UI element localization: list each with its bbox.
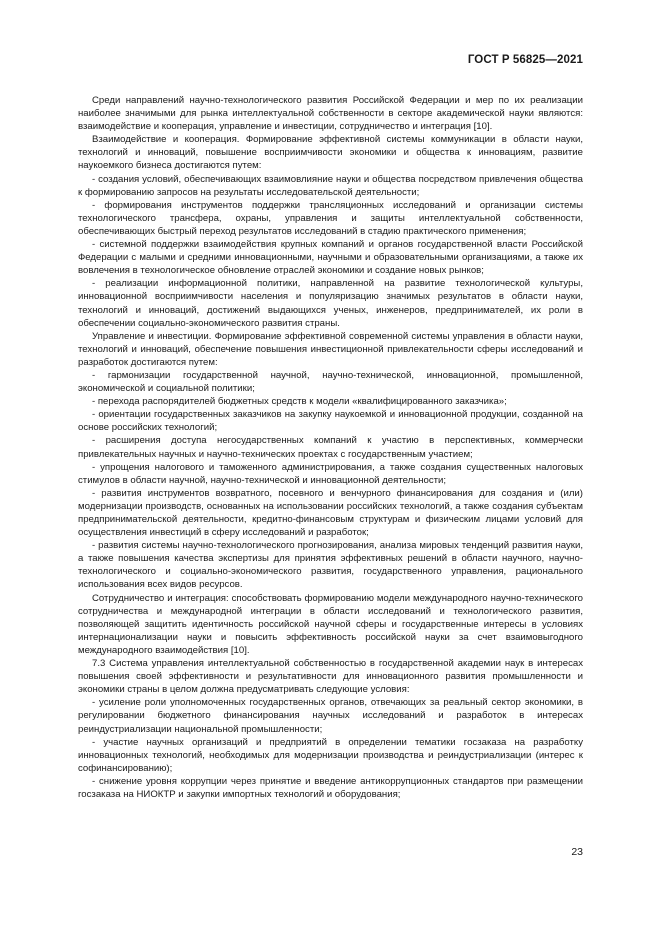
list-item: - развития системы научно-технологического прогнозирования, анализа мировых тенденций развития науки, а также повышения качества экспертизы для принятия эффективных решений в области научного, научно-технологического и социально-экономического развития, государственного управления, рационального использования всех видов ресурсов. (78, 540, 583, 591)
list-item: - снижение уровня коррупции через принятие и введение антикоррупционных стандартов при размещении госзаказа на НИОКТР и закупки импортных технологий и оборудования; (78, 775, 583, 800)
list-item: - ориентации государственных заказчиков на закупку наукоемкой и инновационной продукции, созданной на основе российских технологий; (78, 409, 583, 434)
paragraph: Среди направлений научно-технологического развития Российской Федерации и мер по их реализации наиболее значимыми для рынка интеллектуальной собственности в секторе академической науки являются: взаимодействие и кооперация, управление и инвестиции, сотрудничество и интеграция [10]. (78, 95, 583, 133)
list-item: - участие научных организаций и предприятий в определении тематики госзаказа на разработку инновационных технологий, необходимых для модернизации производства и реиндустриализации (интерес к софинансированию); (78, 736, 583, 774)
list-item: - гармонизации государственной научной, научно-технической, инновационной, промышленной, экономической и социальной политики; (78, 369, 583, 395)
list-item: - усиление роли уполномоченных государственных органов, отвечающих за реальный сектор экономики, в регулировании бюджетного финансирования научных исследований и разработок в интересах реиндустриализации национальной промышленности; (78, 697, 583, 735)
page-number: 23 (571, 846, 583, 858)
list-item: - реализации информационной политики, направленной на развитие технологической культуры, инновационной восприимчивости населения и популяризацию значимых результатов в области науки, технологий и инноваций, достижений выдающихся ученых, инженеров, предпринимателей, их роли в обеспечении социально-экономического развития страны. (78, 278, 583, 329)
list-item: - создания условий, обеспечивающих взаимовлияние науки и общества посредством привлечения общества к формированию запросов на результаты исследовательской деятельности; (78, 173, 583, 198)
section-paragraph: 7.3 Система управления интеллектуальной собственностью в государственной академии наук в интересах повышения своей эффективности и результативности для инновационного развития промышленности и экономики страны в целом должна предусматривать следующие условия: (78, 658, 583, 696)
list-item: - перехода распорядителей бюджетных средств к модели «квалифицированного заказчика»; (92, 396, 507, 408)
paragraph: Сотрудничество и интеграция: способствовать формированию модели международного научно-технического сотрудничества и международной интеграции в области исследований и технологического развития, позволяющей защитить идентичность российской научной сферы и государственные интересы в условиях интернационализации науки и повысить эффективность российской науки за счет взаимовыгодного международного взаимодействия [10]. (78, 592, 583, 656)
list-item: - развития инструментов возвратного, посевного и венчурного финансирования для создания и (или) модернизации производств, основанных на использовании российских технологий, а также создания субъектам предпринимательской деятельности, кредитно-финансовым структурам и физическим лицами условий для осуществления инвестиций в сферу исследований и разработок; (78, 487, 583, 539)
paragraph: Взаимодействие и кооперация. Формирование эффективной системы коммуникации в области науки, технологий и инноваций, повышение восприимчивости экономики и общества к инновациям, развитие наукоемкого бизнеса достигаются путем: (78, 134, 583, 172)
list-item: - системной поддержки взаимодействия крупных компаний и органов государственной власти Российской Федерации с малыми и средними инновационными, научными и образовательными организациями, а также их вовлечения в технологическое обновление отраслей экономики и создание новых рынков; (78, 239, 583, 277)
body-text (78, 94, 583, 801)
list-item: - расширения доступа негосударственных компаний к участию в перспективных, коммерчески привлекательных научных и научно-технических проектах с государственным участием; (78, 435, 583, 460)
list-item: - упрощения налогового и таможенного администрирования, а также создания существенных налоговых стимулов в области научной, научно-технической и инновационной деятельности; (78, 461, 583, 486)
standard-designation: ГОСТ Р 56825—2021 (467, 54, 583, 66)
list-item: - формирования инструментов поддержки трансляционных исследований и организации системы технологического трансфера, охраны, управления и защиты интеллектуальной собственности, обеспечивающих быстрый переход результатов исследований в стадию практического применения; (78, 199, 583, 237)
paragraph: Управление и инвестиции. Формирование эффективной современной системы управления в области науки, технологий и инноваций, обеспечение повышения инвестиционной привлекательности сферы исследований и разработок достигаются путем: (78, 330, 583, 368)
